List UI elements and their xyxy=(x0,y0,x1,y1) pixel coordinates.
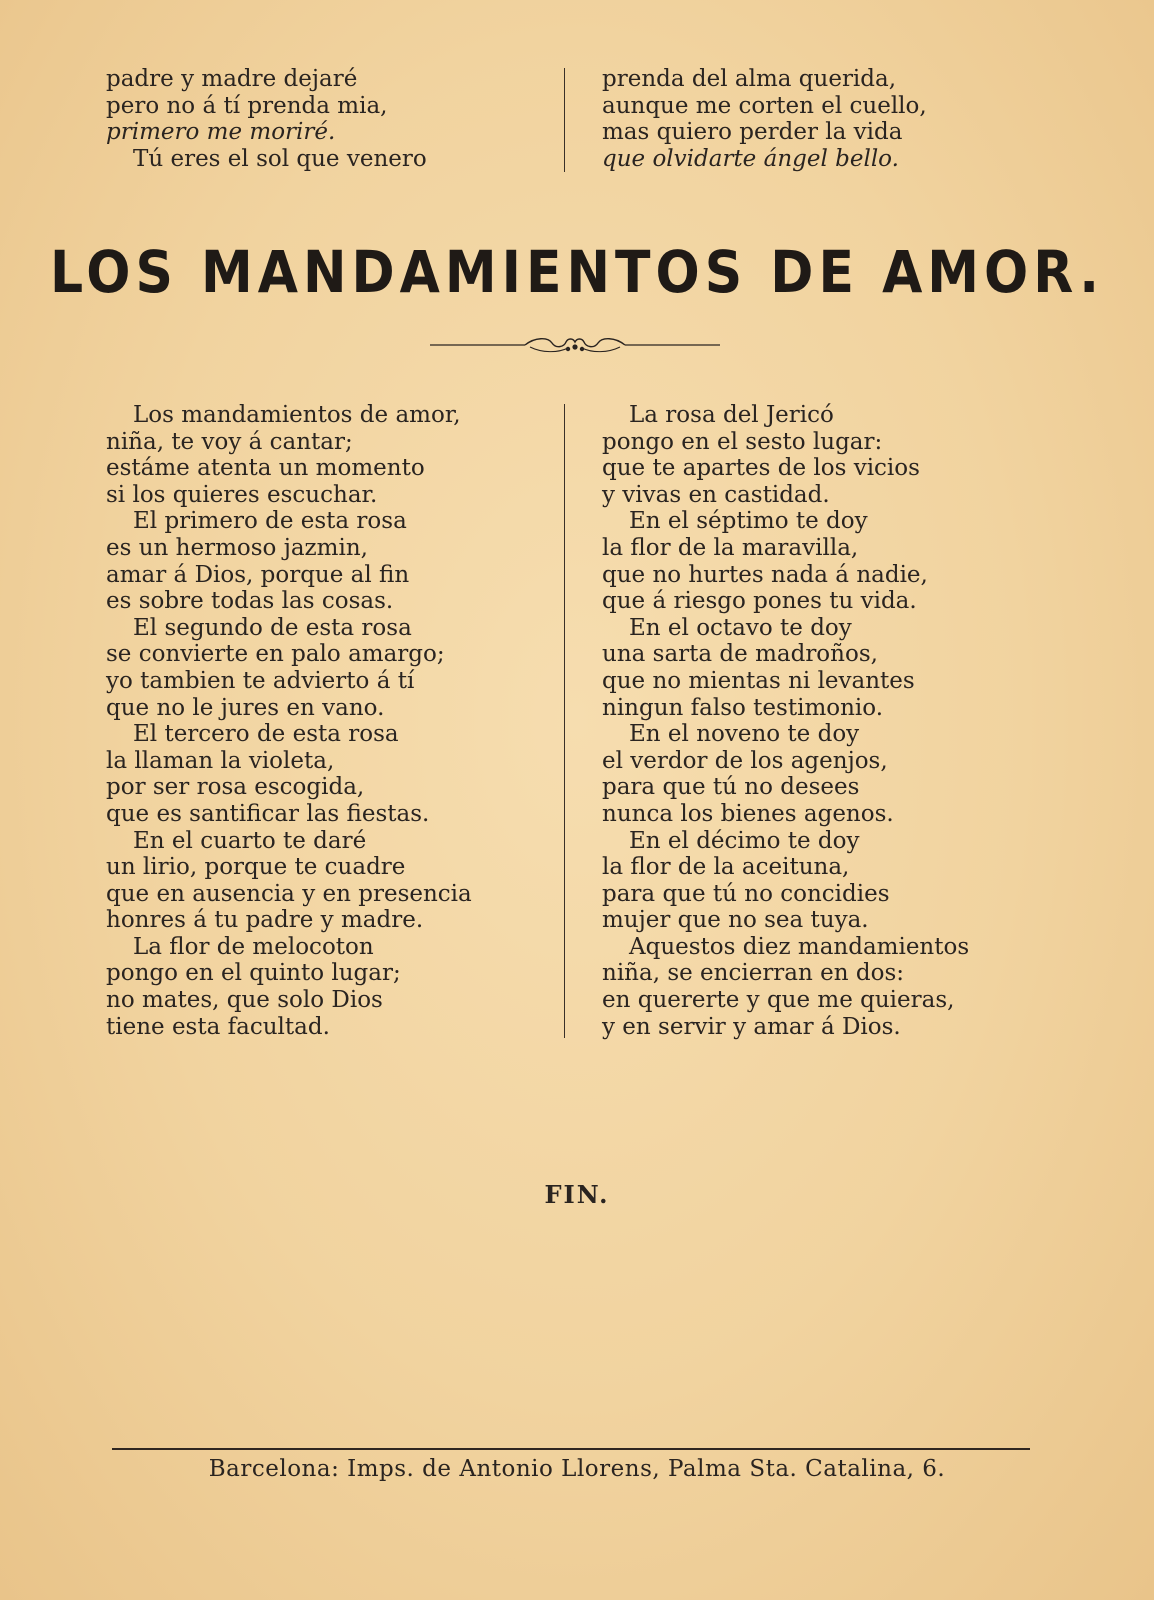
verse-line: La rosa del Jericó xyxy=(629,402,834,428)
verse-line: prenda del alma querida, xyxy=(602,66,897,92)
verse-line: honres á tu padre y madre. xyxy=(106,907,424,934)
body-column-divider xyxy=(564,404,565,1038)
verse-line: La flor de melocoton xyxy=(133,933,374,960)
verse-line: se convierte en palo amargo; xyxy=(106,641,445,668)
verse-line: En el décimo te doy xyxy=(629,827,860,854)
verse-line: El primero de esta rosa xyxy=(133,508,407,535)
verse-line: una sarta de madroños, xyxy=(602,641,878,668)
verse-line: la flor de la maravilla, xyxy=(602,534,859,561)
verse-line: primero me moriré. xyxy=(106,119,336,146)
verse-line: por ser rosa escogida, xyxy=(106,774,365,801)
verse-line: niña, te voy á cantar; xyxy=(106,428,353,455)
verse-line: y vivas en castidad. xyxy=(602,481,830,508)
fin-label: FIN. xyxy=(544,1180,610,1209)
verse-line: padre y madre dejaré xyxy=(106,66,358,92)
verse-line: si los quieres escuchar. xyxy=(106,481,378,508)
verse-line: Los mandamientos de amor, xyxy=(133,402,461,428)
verse-line: pero no á tí prenda mia, xyxy=(106,92,388,119)
verse-line: la flor de la aceituna, xyxy=(602,854,850,881)
verse-line: y en servir y amar á Dios. xyxy=(602,1013,901,1040)
verse-line: pongo en el sesto lugar: xyxy=(602,428,883,455)
verse-line: en quererte y que me quieras, xyxy=(602,987,955,1014)
verse-line: aunque me corten el cuello, xyxy=(602,92,927,119)
printer-imprint: Barcelona: Imps. de Antonio Llorens, Palma Sta. Catalina, 6. xyxy=(208,1456,946,1482)
verse-line: no mates, que solo Dios xyxy=(106,987,383,1014)
verse-line: que olvidarte ángel bello. xyxy=(602,145,899,172)
verse-line: el verdor de los agenjos, xyxy=(602,747,888,774)
verse-line: En el octavo te doy xyxy=(629,614,852,641)
verse-line: para que tú no desees xyxy=(602,774,860,801)
verse-line: niña, se encierran en dos: xyxy=(602,960,904,987)
top-column-divider xyxy=(564,68,565,172)
verse-line: es sobre todas las cosas. xyxy=(106,588,394,615)
verse-line: nunca los bienes agenos. xyxy=(602,800,894,827)
verse-line: que no mientas ni levantes xyxy=(602,667,915,694)
verse-line: En el cuarto te daré xyxy=(133,827,367,854)
verse-line: que no le jures en vano. xyxy=(106,694,385,721)
verse-line: El segundo de esta rosa xyxy=(133,614,412,641)
verse-line: que en ausencia y en presencia xyxy=(106,880,472,907)
verse-line: El tercero de esta rosa xyxy=(133,721,399,748)
verse-line: que te apartes de los vicios xyxy=(602,455,920,482)
verse-line: Aquestos diez mandamientos xyxy=(629,933,970,960)
verse-line: que no hurtes nada á nadie, xyxy=(602,561,928,588)
verse-line: yo tambien te advierto á tí xyxy=(106,667,415,694)
verse-line: que á riesgo pones tu vida. xyxy=(602,588,917,615)
verse-line: un lirio, porque te cuadre xyxy=(106,854,406,881)
verse-line: pongo en el quinto lugar; xyxy=(106,960,401,987)
verse-line: ningun falso testimonio. xyxy=(602,694,884,721)
verse-line: En el noveno te doy xyxy=(629,721,860,748)
verse-line: es un hermoso jazmin, xyxy=(106,534,368,561)
verse-line: la llaman la violeta, xyxy=(106,747,335,774)
verse-line: mas quiero perder la vida xyxy=(602,119,903,146)
verse-line: mujer que no sea tuya. xyxy=(602,907,869,934)
verse-line: estáme atenta un momento xyxy=(106,455,425,482)
verse-line: que es santificar las fiestas. xyxy=(106,800,430,827)
verse-line: amar á Dios, porque al fin xyxy=(106,561,410,588)
footer-rule xyxy=(112,1448,1030,1450)
commandments-left-column xyxy=(106,402,472,1040)
verse-line: para que tú no concidies xyxy=(602,880,890,907)
top-left-stanza xyxy=(106,66,427,172)
poem-title: LOS MANDAMIENTOS DE AMOR. xyxy=(49,239,1105,307)
verse-line: En el séptimo te doy xyxy=(629,508,868,535)
verse-line: tiene esta facultad. xyxy=(106,1013,330,1040)
top-right-stanza xyxy=(602,66,927,172)
verse-line: Tú eres el sol que venero xyxy=(133,145,427,172)
flourish-divider-icon xyxy=(430,333,720,357)
commandments-right-column xyxy=(602,402,969,1040)
